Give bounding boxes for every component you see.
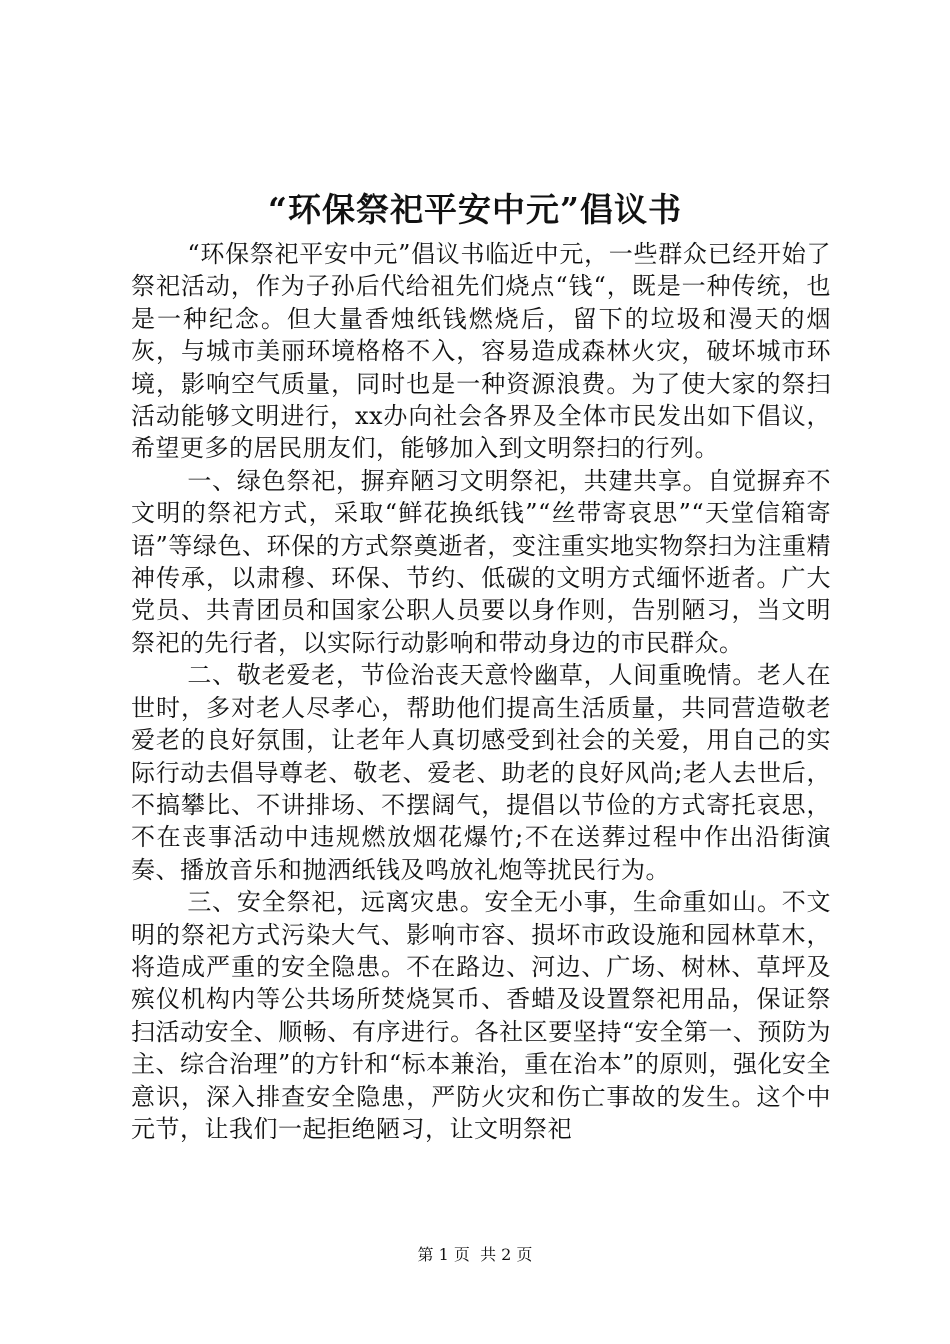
paragraph-green-sacrifice: 一、绿色祭祀，摒弃陋习文明祭祀，共建共享。自觉摒弃不文明的祭祀方式，采取“鲜花换纸钱”“丝带寄哀思”“天堂信箱寄语”等绿色、环保的方式祭奠逝者，变注重实地实物祭扫为注重精神传承，以肃穆、环保、节约、低碳的文明方式缅怀逝者。广大党员、共青团员和国家公职人员要以身作则，告别陋习，当文明祭祀的先行者，以实际行动影响和带动身边的市民群众。 [131,466,831,657]
paragraph-intro: “环保祭祀平安中元”倡议书临近中元，一些群众已经开始了祭祀活动，作为子孙后代给祖先们烧点“钱“，既是一种传统，也是一种纪念。但大量香烛纸钱燃烧后，留下的垃圾和漫天的烟灰，与城市美丽环境格格不入，容易造成森林火灾，破坏城市环境，影响空气质量，同时也是一种资源浪费。为了使大家的祭扫活动能够文明进行，xx办向社会各界及全体市民发出如下倡议，希望更多的居民朋友们，能够加入到文明祭扫的行列。 [131,240,831,463]
page-number: 第 1 页 共 2 页 [417,1245,533,1264]
document-body [131,238,831,1145]
document-title: “环保祭祀平安中元”倡议书 [268,190,682,229]
page-footer [0,1245,950,1265]
paragraph-respect-elders: 二、敬老爱老，节俭治丧天意怜幽草，人间重晚情。老人在世时，多对老人尽孝心，帮助他们提高生活质量，共同营造敬老爱老的良好氛围，让老年人真切感受到社会的关爱，用自己的实际行动去倡导尊老、敬老、爱老、助老的良好风尚;老人去世后，不搞攀比、不讲排场、不摆阔气，提倡以节俭的方式寄托哀思，不在丧事活动中违规燃放烟花爆竹;不在送葬过程中作出沿街演奏、播放音乐和抛洒纸钱及鸣放礼炮等扰民行为。 [131,661,831,884]
paragraph-safe-sacrifice: 三、安全祭祀，远离灾患。安全无小事，生命重如山。不文明的祭祀方式污染大气、影响市容、损坏市政设施和园林草木，将造成严重的安全隐患。不在路边、河边、广场、树林、草坪及殡仪机构内等公共场所焚烧冥币、香蜡及设置祭祀用品，保证祭扫活动安全、顺畅、有序进行。各社区要坚持“安全第一、预防为主、综合治理”的方针和“标本兼治，重在治本”的原则，强化安全意识，深入排查安全隐患，严防火灾和伤亡事故的发生。这个中元节，让我们一起拒绝陋习，让文明祭祀 [131,888,831,1143]
